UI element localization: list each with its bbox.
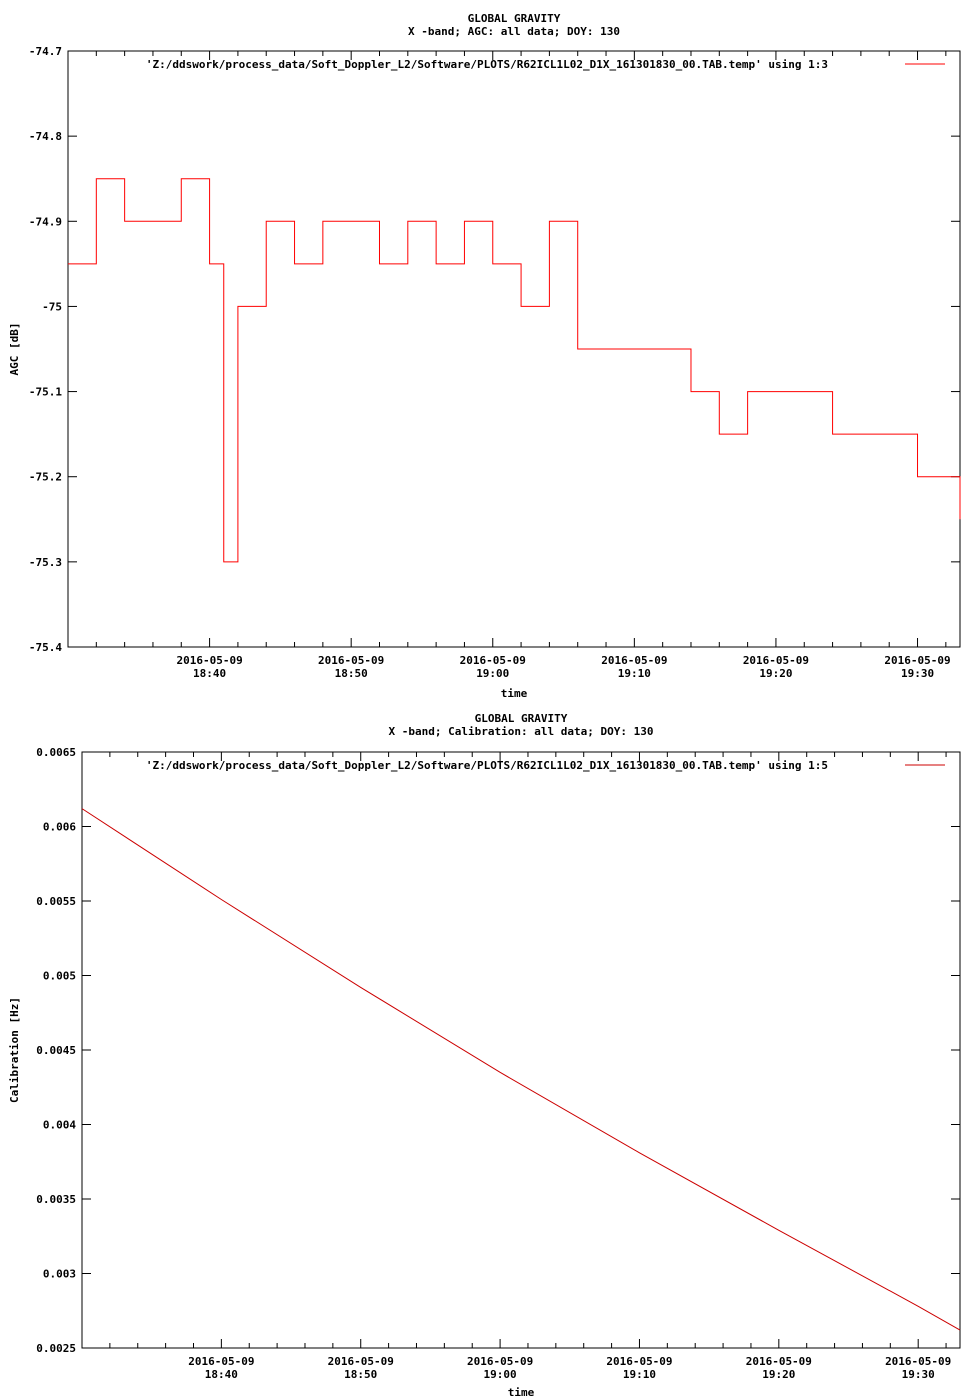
x-tick-date: 2016-05-09 [459, 654, 526, 667]
chart-2 [8, 712, 960, 1399]
y-tick-label: 0.0055 [36, 895, 76, 908]
x-tick-date: 2016-05-09 [188, 1355, 255, 1368]
x-axis-label: time [507, 1386, 535, 1399]
x-tick-time: 19:30 [901, 1368, 935, 1381]
y-tick-label: 0.006 [42, 820, 76, 834]
x-tick-date: 2016-05-09 [742, 654, 810, 667]
x-tick-time: 19:20 [762, 1368, 796, 1381]
series-line [68, 179, 960, 562]
y-tick-label: -75 [42, 300, 62, 314]
y-axis-label: Calibration [Hz] [8, 997, 21, 1103]
x-tick-date: 2016-05-09 [745, 1355, 812, 1368]
y-tick-label: 0.0045 [36, 1044, 76, 1057]
y-tick-label: -75.3 [28, 555, 62, 569]
x-tick-time: 18:50 [334, 667, 368, 680]
series-line [82, 809, 960, 1331]
x-tick-date: 2016-05-09 [466, 1355, 534, 1368]
y-tick-label: 0.003 [42, 1267, 76, 1281]
x-tick-date: 2016-05-09 [318, 654, 385, 667]
legend-label: 'Z:/ddswork/process_data/Soft_Doppler_L2/Software/PLOTS/R62ICL1L02_D1X_161301830_00.TAB.temp' using 1:3 [145, 58, 828, 71]
x-tick-date: 2016-05-09 [885, 1355, 952, 1368]
x-tick-time: 19:10 [622, 1368, 657, 1381]
x-tick-time: 18:40 [204, 1368, 238, 1381]
chart-subtitle: X -band; Calibration: all data; DOY: 130 [388, 725, 654, 738]
y-tick-label: -75.2 [28, 470, 62, 484]
chart-1 [8, 12, 960, 700]
y-tick-label: -75.1 [28, 385, 62, 399]
x-tick-date: 2016-05-09 [884, 654, 951, 667]
x-tick-time: 19:00 [483, 1368, 517, 1381]
y-tick-label: -75.4 [28, 641, 62, 654]
y-tick-label: 0.005 [42, 969, 76, 983]
y-axis-label: AGC [dB] [8, 322, 21, 376]
legend-label: 'Z:/ddswork/process_data/Soft_Doppler_L2/Software/PLOTS/R62ICL1L02_D1X_161301830_00.TAB.temp' using 1:5 [145, 759, 828, 772]
x-axis-label: time [500, 687, 528, 700]
x-tick-time: 19:20 [759, 667, 793, 680]
y-tick-label: -74.8 [28, 130, 62, 144]
x-tick-date: 2016-05-09 [327, 1355, 394, 1368]
plot-frame [68, 51, 960, 647]
y-tick-label: 0.0025 [36, 1342, 76, 1355]
x-tick-date: 2016-05-09 [176, 654, 243, 667]
chart-title: GLOBAL GRAVITY [474, 712, 568, 725]
x-tick-date: 2016-05-09 [601, 654, 668, 667]
y-tick-label: 0.0065 [36, 746, 76, 759]
chart-subtitle: X -band; AGC: all data; DOY: 130 [408, 25, 620, 38]
y-tick-label: 0.0035 [36, 1193, 76, 1206]
x-tick-time: 18:50 [344, 1368, 378, 1381]
chart-title: GLOBAL GRAVITY [467, 12, 561, 25]
x-tick-time: 19:10 [617, 667, 651, 680]
x-tick-time: 18:40 [193, 667, 227, 680]
x-tick-time: 19:00 [476, 667, 510, 680]
y-tick-label: -74.7 [28, 45, 62, 58]
y-tick-label: -74.9 [28, 215, 62, 229]
x-tick-date: 2016-05-09 [606, 1355, 673, 1368]
x-tick-time: 19:30 [900, 667, 935, 680]
plot-frame [82, 752, 960, 1348]
y-tick-label: 0.004 [42, 1118, 76, 1132]
